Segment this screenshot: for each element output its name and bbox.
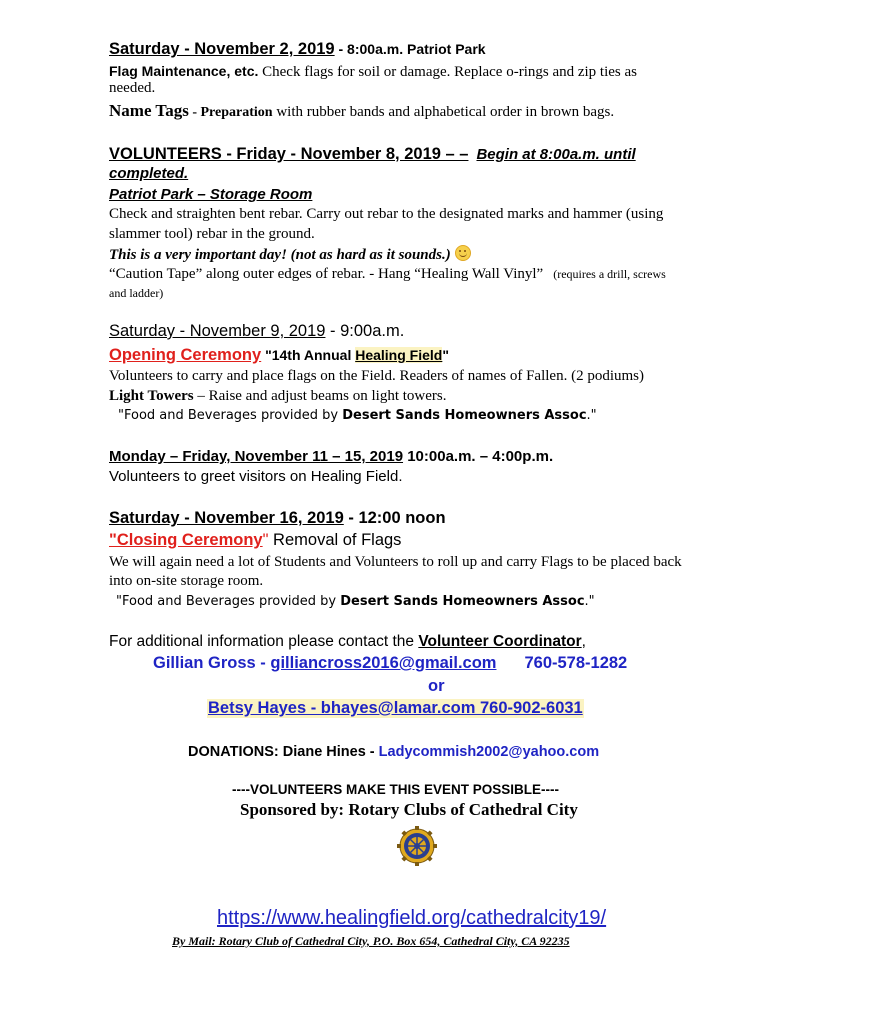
nov16-food-bold: Desert Sands Homeowners Assoc bbox=[340, 594, 585, 609]
nov8-requires: (requires a drill, screws bbox=[553, 267, 666, 281]
volunteer-coordinator: Volunteer Coordinator bbox=[418, 633, 582, 650]
name-tags-label: Name Tags bbox=[109, 101, 189, 120]
nov11-date: Monday – Friday, November 11 – 15, 2019 bbox=[109, 448, 404, 465]
name-tags-text: with rubber bands and alphabetical order in brown bags. bbox=[272, 104, 615, 120]
nov9-date: Saturday - November 9, 2019 bbox=[109, 322, 326, 340]
nov8-caution: “Caution Tape” along outer edges of rebar. - Hang “Healing Wall Vinyl” bbox=[109, 266, 544, 282]
contact-comma: , bbox=[581, 633, 586, 650]
contact-intro: For additional information please contact the bbox=[109, 633, 419, 650]
section-nov8-heading bbox=[109, 145, 636, 164]
betsy-line[interactable]: Betsy Hayes - bhayes@lamar.com 760-902-6031 bbox=[208, 699, 583, 717]
nov16-time: - 12:00 noon bbox=[343, 509, 446, 527]
nov8-important: This is a very important day! (not as hard as it sounds.) bbox=[109, 247, 451, 263]
donations-line bbox=[188, 744, 599, 760]
removal-of-flags: Removal of Flags bbox=[268, 531, 402, 549]
light-towers-text: – Raise and adjust beams on light towers. bbox=[193, 388, 447, 404]
nov9-food-post: ." bbox=[586, 408, 597, 423]
closing-ceremony-line bbox=[109, 531, 401, 550]
nov8-heading: VOLUNTEERS - Friday - November 8, 2019 – – bbox=[109, 145, 469, 163]
light-towers-label: Light Towers bbox=[109, 388, 194, 404]
nov8-line2: slammer tool) rebar in the ground. bbox=[109, 226, 315, 242]
closing-ceremony: "Closing Ceremony bbox=[109, 531, 263, 549]
donations-label: DONATIONS: Diane Hines - bbox=[188, 744, 379, 760]
light-towers-line bbox=[109, 387, 447, 405]
nov8-line1: Check and straighten bent rebar. Carry out rebar to the designated marks and hammer (using bbox=[109, 206, 664, 222]
nov8-important-line bbox=[109, 245, 471, 264]
flag-maintenance-text-2: needed. bbox=[109, 80, 156, 96]
sponsored-by: Sponsored by: Rotary Clubs of Cathedral City bbox=[240, 800, 578, 819]
nov16-food-pre: "Food and Beverages provided by bbox=[116, 594, 341, 609]
section-nov2-heading bbox=[109, 40, 486, 59]
annual-pre: "14th Annual bbox=[261, 347, 356, 363]
contact-intro-line bbox=[109, 633, 586, 651]
nov9-food-bold: Desert Sands Homeowners Assoc bbox=[342, 408, 587, 423]
nov2-date: Saturday - November 2, 2019 bbox=[109, 40, 335, 58]
nov8-location: Patriot Park – Storage Room bbox=[109, 186, 313, 203]
gillian-phone: 760-578-1282 bbox=[524, 654, 628, 672]
nov16-line1: We will again need a lot of Students and Volunteers to roll up and carry Flags to be placed back bbox=[109, 554, 682, 570]
section-nov11-heading bbox=[109, 448, 553, 466]
mail-address: By Mail: Rotary Club of Cathedral City, P.O. Box 654, Cathedral City, CA 92235 bbox=[172, 934, 570, 948]
healing-field-url-link[interactable]: https://www.healingfield.org/cathedralcity19/ bbox=[217, 907, 607, 929]
nov16-food-line bbox=[116, 594, 595, 609]
opening-ceremony-line bbox=[109, 346, 449, 365]
nov16-food-post: ." bbox=[584, 594, 595, 609]
volunteers-banner: ----VOLUNTEERS MAKE THIS EVENT POSSIBLE---- bbox=[232, 782, 559, 797]
nov8-begin: Begin at 8:00a.m. until bbox=[476, 146, 636, 163]
name-tags-dash: - bbox=[188, 105, 201, 120]
nov16-line2: into on-site storage room. bbox=[109, 573, 264, 589]
section-nov16-heading bbox=[109, 509, 446, 528]
nov8-ladder: and ladder) bbox=[109, 286, 164, 300]
nov9-line1: Volunteers to carry and place flags on the Field. Readers of names of Fallen. (2 podiums) bbox=[109, 368, 644, 384]
nov8-completed: completed. bbox=[109, 165, 189, 182]
nov16-date: Saturday - November 16, 2019 bbox=[109, 509, 344, 527]
nov8-caution-line bbox=[109, 265, 666, 283]
smiling-face-icon bbox=[455, 245, 471, 261]
nov9-food-pre: "Food and Beverages provided by bbox=[118, 408, 343, 423]
gillian-line bbox=[153, 654, 627, 673]
name-tags-preparation: Preparation bbox=[200, 105, 273, 120]
nov11-line1: Volunteers to greet visitors on Healing Field. bbox=[109, 468, 403, 485]
section-nov9-heading bbox=[109, 322, 404, 341]
name-tags-line bbox=[109, 101, 614, 121]
rotary-wheel-logo-icon bbox=[392, 825, 442, 867]
nov9-food-line bbox=[118, 408, 597, 423]
opening-ceremony: Opening Ceremony bbox=[109, 346, 262, 364]
closing-quote: " bbox=[262, 531, 269, 549]
nov9-time: - 9:00a.m. bbox=[325, 322, 405, 340]
nov11-time: 10:00a.m. – 4:00p.m. bbox=[403, 448, 554, 465]
gillian-email-link[interactable]: gilliancross2016@gmail.com bbox=[270, 654, 497, 672]
gillian-name: Gillian Gross - bbox=[153, 654, 271, 672]
healing-field-highlight: Healing Field bbox=[355, 347, 443, 363]
donations-email[interactable]: Ladycommish2002@yahoo.com bbox=[378, 744, 600, 760]
flag-maintenance-label: Flag Maintenance, etc. bbox=[109, 63, 259, 79]
or-text: or bbox=[428, 677, 445, 695]
annual-post: " bbox=[442, 347, 449, 363]
flag-maintenance-line bbox=[109, 63, 637, 81]
nov2-time: - 8:00a.m. Patriot Park bbox=[334, 41, 486, 57]
flag-maintenance-text: Check flags for soil or damage. Replace o-rings and zip ties as bbox=[258, 64, 638, 80]
